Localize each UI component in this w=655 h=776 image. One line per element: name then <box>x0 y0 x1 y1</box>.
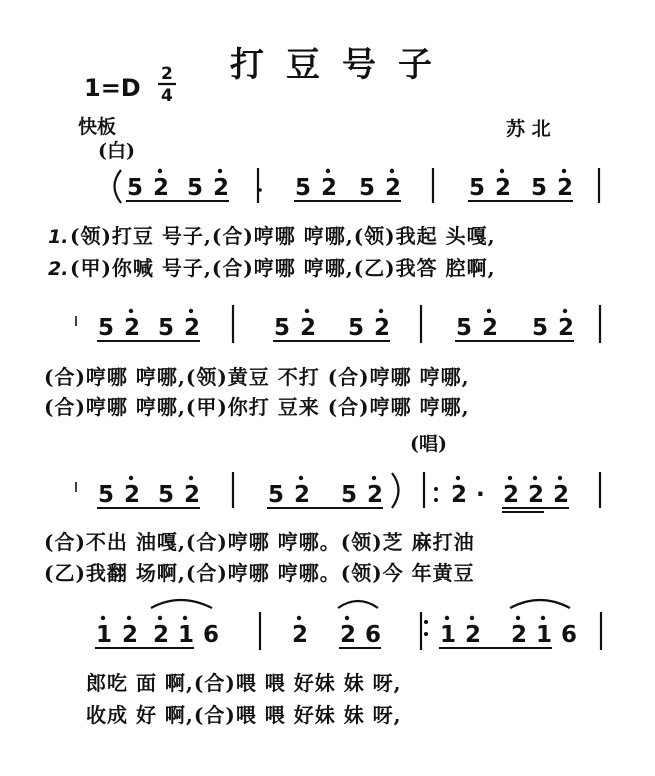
note: 2 <box>124 315 141 341</box>
octave-dot <box>372 476 376 480</box>
note: 2 <box>153 175 170 201</box>
octave-dot <box>189 309 193 313</box>
note: 1 <box>96 622 113 648</box>
time-signature-bottom: 4 <box>161 86 173 106</box>
note: 2 <box>553 482 570 508</box>
octave-dot <box>500 169 504 173</box>
lyric-line-1-verse-1: (领)打豆 号子,(合)哼哪 哼哪,(领)我起 头嘎, <box>70 224 496 248</box>
note: 2 <box>528 482 545 508</box>
note: 2 <box>385 175 402 201</box>
note: 5 <box>359 175 376 201</box>
octave-dot <box>562 169 566 173</box>
verse-number-1: 1. <box>48 226 69 248</box>
octave-dot <box>218 169 222 173</box>
note: 5 <box>295 175 312 201</box>
lyric-line-3-verse-2: (乙)我翻 场啊,(合)哼哪 哼哪。(领)今 年黄豆 <box>44 561 475 585</box>
octave-dot <box>563 309 567 313</box>
note: 2 <box>184 315 201 341</box>
note: 5 <box>348 315 365 341</box>
note: 2 <box>511 622 528 648</box>
note: 2 <box>292 622 309 648</box>
note: 5 <box>532 315 549 341</box>
note: 5 <box>274 315 291 341</box>
octave-dot <box>127 616 131 620</box>
note: 2 <box>294 482 311 508</box>
note: 2 <box>482 315 499 341</box>
note: 2 <box>465 622 482 648</box>
tempo-marking: 快板 <box>78 116 117 138</box>
octave-dot <box>129 476 133 480</box>
note: 5 <box>127 175 144 201</box>
note: 1 <box>440 622 457 648</box>
system-4 <box>86 622 577 727</box>
spoken-marking: (白) <box>98 140 135 162</box>
octave-dot <box>379 309 383 313</box>
key-signature: 1=D <box>84 74 141 102</box>
note: 2 <box>321 175 338 201</box>
octave-dot <box>390 169 394 173</box>
note: 2 <box>300 315 317 341</box>
octave-dot <box>508 476 512 480</box>
note: 2 <box>451 482 468 508</box>
system-2-notes <box>98 315 574 341</box>
lyric-line-1-verse-2: (甲)你喊 号子,(合)哼哪 哼哪,(乙)我答 腔啊, <box>70 256 496 280</box>
octave-dot <box>541 616 545 620</box>
note: 5 <box>98 315 115 341</box>
lyric-line-4-verse-1: 郎吃 面 啊,(合)喂 喂 好妹 妹 呀, <box>86 671 402 695</box>
octave-dot <box>326 169 330 173</box>
note: 2 <box>558 315 575 341</box>
octave-dot <box>533 476 537 480</box>
note: 2 <box>153 622 170 648</box>
octave-dot <box>516 616 520 620</box>
note: 2 <box>557 175 574 201</box>
song-title: 打豆号子 <box>230 45 454 85</box>
octave-dot <box>158 169 162 173</box>
note: 2 <box>340 622 357 648</box>
note: 2 <box>184 482 201 508</box>
note: 5 <box>98 482 115 508</box>
note: 5 <box>158 482 175 508</box>
note: 2 <box>503 482 520 508</box>
octave-dot <box>305 309 309 313</box>
system-3-notes <box>98 482 569 508</box>
note: 5 <box>187 175 204 201</box>
lyric-line-2-verse-2: (合)哼哪 哼哪,(甲)你打 豆来 (合)哼哪 哼哪, <box>44 395 470 419</box>
lyric-line-4-verse-2: 收成 好 啊,(合)喂 喂 好妹 妹 呀, <box>86 703 402 727</box>
octave-dot <box>445 616 449 620</box>
octave-dot <box>183 616 187 620</box>
octave-dot <box>558 476 562 480</box>
system-4-notes <box>96 622 577 648</box>
octave-dot <box>101 616 105 620</box>
note: 2 <box>122 622 139 648</box>
score-header <box>78 45 551 455</box>
octave-dot <box>470 616 474 620</box>
note: 5 <box>469 175 486 201</box>
verse-number-2: 2. <box>48 258 69 280</box>
note: 2 <box>374 315 391 341</box>
sung-marking: (唱) <box>410 433 447 455</box>
note: 2 <box>495 175 512 201</box>
octave-dot <box>456 476 460 480</box>
note: 5 <box>268 482 285 508</box>
note: 6 <box>365 622 382 648</box>
note: 1 <box>536 622 553 648</box>
note: 5 <box>158 315 175 341</box>
system-2 <box>44 315 574 419</box>
note: 5 <box>341 482 358 508</box>
note: 2 <box>213 175 230 201</box>
note: 6 <box>561 622 578 648</box>
origin-region: 苏 北 <box>506 118 551 140</box>
note: 6 <box>203 622 220 648</box>
octave-dot <box>297 616 301 620</box>
octave-dot <box>299 476 303 480</box>
lyric-line-3-verse-1: (合)不出 油嘎,(合)哼哪 哼哪。(领)芝 麻打油 <box>44 530 475 554</box>
note: 5 <box>531 175 548 201</box>
octave-dot <box>158 616 162 620</box>
system-3 <box>44 482 569 585</box>
note: 5 <box>456 315 473 341</box>
note: 1 <box>178 622 195 648</box>
time-signature-top: 2 <box>161 64 173 84</box>
note: · <box>476 482 485 508</box>
octave-dot <box>487 309 491 313</box>
system-1 <box>48 175 573 280</box>
system-1-notes <box>127 175 573 201</box>
octave-dot <box>129 309 133 313</box>
note: 2 <box>124 482 141 508</box>
octave-dot <box>189 476 193 480</box>
note: 2 <box>367 482 384 508</box>
lyric-line-2-verse-1: (合)哼哪 哼哪,(领)黄豆 不打 (合)哼哪 哼哪, <box>44 365 470 389</box>
octave-dot <box>345 616 349 620</box>
